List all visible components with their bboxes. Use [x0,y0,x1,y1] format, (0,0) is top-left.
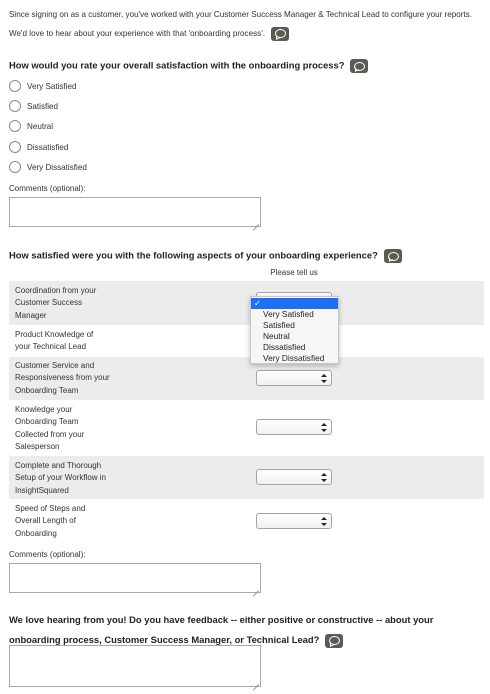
matrix-row-coordination [9,281,484,325]
satisfaction-select[interactable] [256,513,332,529]
radio-button[interactable] [9,100,21,112]
intro-line-2-text: We'd love to hear about your experience with that 'onboarding process'. [9,29,265,38]
satisfaction-select[interactable] [256,419,332,435]
resize-grip-icon[interactable] [253,679,259,685]
radio-button[interactable] [9,120,21,132]
matrix-row-speed [9,499,484,544]
radio-button[interactable] [9,141,21,153]
matrix-row-knowledge-collected [9,400,484,456]
comment-bubble-icon[interactable] [271,27,289,41]
satisfaction-select[interactable] [256,370,332,386]
row-label: Coordination from your Customer Success Manager [15,286,97,320]
q2-comments-label: Comments (optional): [9,550,86,559]
q1-comments-field[interactable] [9,197,261,227]
q1-option-very-satisfied[interactable] [9,79,77,93]
resize-grip-icon[interactable] [253,585,259,591]
matrix-row-setup-workflow [9,456,484,499]
q2-column-header: Please tell us [270,268,318,277]
matrix-row-product-knowledge [9,325,484,357]
radio-label: Dissatisfied [27,142,69,152]
q3-title [9,610,479,650]
radio-button[interactable] [9,80,21,92]
intro-line-1: Since signing on as a customer, you've worked with your Customer Success Manager & Technical Lead to configure your reports. [9,10,472,19]
select-arrows-icon [321,473,327,482]
q1-title [9,59,368,73]
dropdown-option-very-satisfied[interactable]: Very Satisfied [263,309,314,319]
dropdown-option-satisfied[interactable]: Satisfied [263,320,295,330]
dropdown-option-neutral[interactable]: Neutral [263,331,290,341]
q3-title-text: We love hearing from you! Do you have feedback -- either positive or constructive -- about your onboarding process, Customer Success Manager, or Technical Lead? [9,614,434,645]
row-label: Knowledge your Onboarding Team Collected from your Salesperson [15,405,85,451]
dropdown-option-blank[interactable] [251,298,338,309]
row-label: Product Knowledge of your Technical Lead [15,330,94,352]
intro-text [9,5,484,43]
q2-title-text: How satisfied were you with the following aspects of your onboarding experience? [9,249,378,261]
select-arrows-icon [321,374,327,383]
radio-label: Very Dissatisfied [27,162,87,172]
resize-grip-icon[interactable] [253,219,259,225]
dropdown-option-dissatisfied[interactable]: Dissatisfied [263,342,306,352]
row-label: Customer Service and Responsiveness from your Onboarding Team [15,361,110,395]
radio-label: Very Satisfied [27,81,77,91]
intro-line-2 [9,24,484,43]
q1-comments-label: Comments (optional): [9,184,86,193]
q1-option-neutral[interactable] [9,119,53,133]
comment-bubble-icon[interactable] [350,59,368,73]
checkmark-icon: ✓ [254,298,261,308]
q3-feedback-field[interactable] [9,645,261,687]
q1-option-satisfied[interactable] [9,99,58,113]
radio-label: Neutral [27,121,54,131]
satisfaction-dropdown-menu[interactable] [250,296,339,364]
comment-bubble-icon[interactable] [325,634,343,648]
row-label: Complete and Thorough Setup of your Workflow in InsightSquared [15,461,107,495]
q1-option-dissatisfied[interactable] [9,140,68,154]
q2-title [9,249,402,263]
dropdown-option-very-dissatisfied[interactable]: Very Dissatisfied [263,353,325,363]
q1-title-text: How would you rate your overall satisfaction with the onboarding process? [9,59,345,71]
select-arrows-icon [321,423,327,432]
radio-label: Satisfied [27,101,59,111]
satisfaction-select[interactable] [256,469,332,485]
select-arrows-icon [321,517,327,526]
matrix-row-customer-service [9,357,484,400]
radio-button[interactable] [9,161,21,173]
q1-option-very-dissatisfied[interactable] [9,160,87,174]
comment-bubble-icon[interactable] [384,249,402,263]
q2-comments-field[interactable] [9,563,261,593]
row-label: Speed of Steps and Overall Length of Onboarding [15,504,86,538]
